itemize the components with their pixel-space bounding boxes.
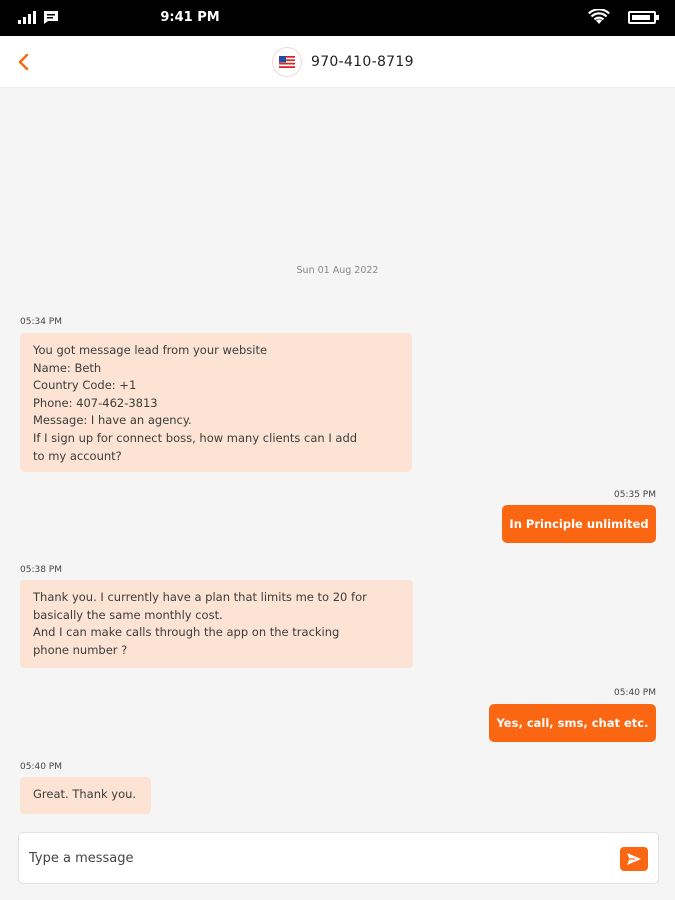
message-composer [18, 832, 659, 884]
us-flag-icon [272, 47, 302, 77]
message-line: Great. Thank you. [33, 787, 137, 801]
wifi-icon [588, 9, 610, 25]
status-time: 9:41 PM [160, 10, 220, 25]
incoming-message-bubble [20, 580, 413, 668]
message-line: If I sign up for connect boss, how many clients can I add [33, 430, 358, 445]
send-button[interactable] [620, 847, 648, 871]
battery-icon [628, 11, 656, 24]
send-icon [626, 852, 642, 866]
outgoing-message-bubble: In Principle unlimited [502, 505, 656, 543]
message-line: phone number ? [33, 642, 128, 657]
message-line: Country Code: +1 [33, 378, 137, 393]
date-separator: Sun 01 Aug 2022 [296, 265, 379, 276]
message-timestamp: 05:35 PM [614, 490, 656, 500]
outgoing-message-bubble: Yes, call, sms, chat etc. [489, 704, 656, 742]
contact-phone-number: 970-410-8719 [311, 54, 414, 70]
incoming-message-bubble [20, 333, 412, 472]
message-line: You got message lead from your website [33, 343, 268, 357]
message-line: basically the same monthly cost. [33, 607, 223, 622]
message-timestamp: 05:40 PM [20, 762, 62, 772]
message-input[interactable] [29, 843, 609, 873]
incoming-message-bubble [20, 777, 151, 814]
contact-title[interactable] [272, 47, 414, 77]
message-line: Phone: 407-462-3813 [33, 395, 158, 410]
message-line: Name: Beth [33, 360, 102, 375]
message-timestamp: 05:38 PM [20, 565, 62, 575]
back-arrow-icon[interactable] [14, 52, 34, 72]
message-line: to my account? [33, 448, 122, 463]
message-timestamp: 05:34 PM [20, 317, 62, 327]
status-bar [0, 0, 675, 36]
message-line: Thank you. I currently have a plan that limits me to 20 for [33, 590, 367, 604]
message-timestamp: 05:40 PM [614, 688, 656, 698]
message-line: Message: I have an agency. [33, 413, 192, 428]
message-line: And I can make calls through the app on the tracking [33, 625, 340, 640]
chat-header [0, 36, 675, 88]
